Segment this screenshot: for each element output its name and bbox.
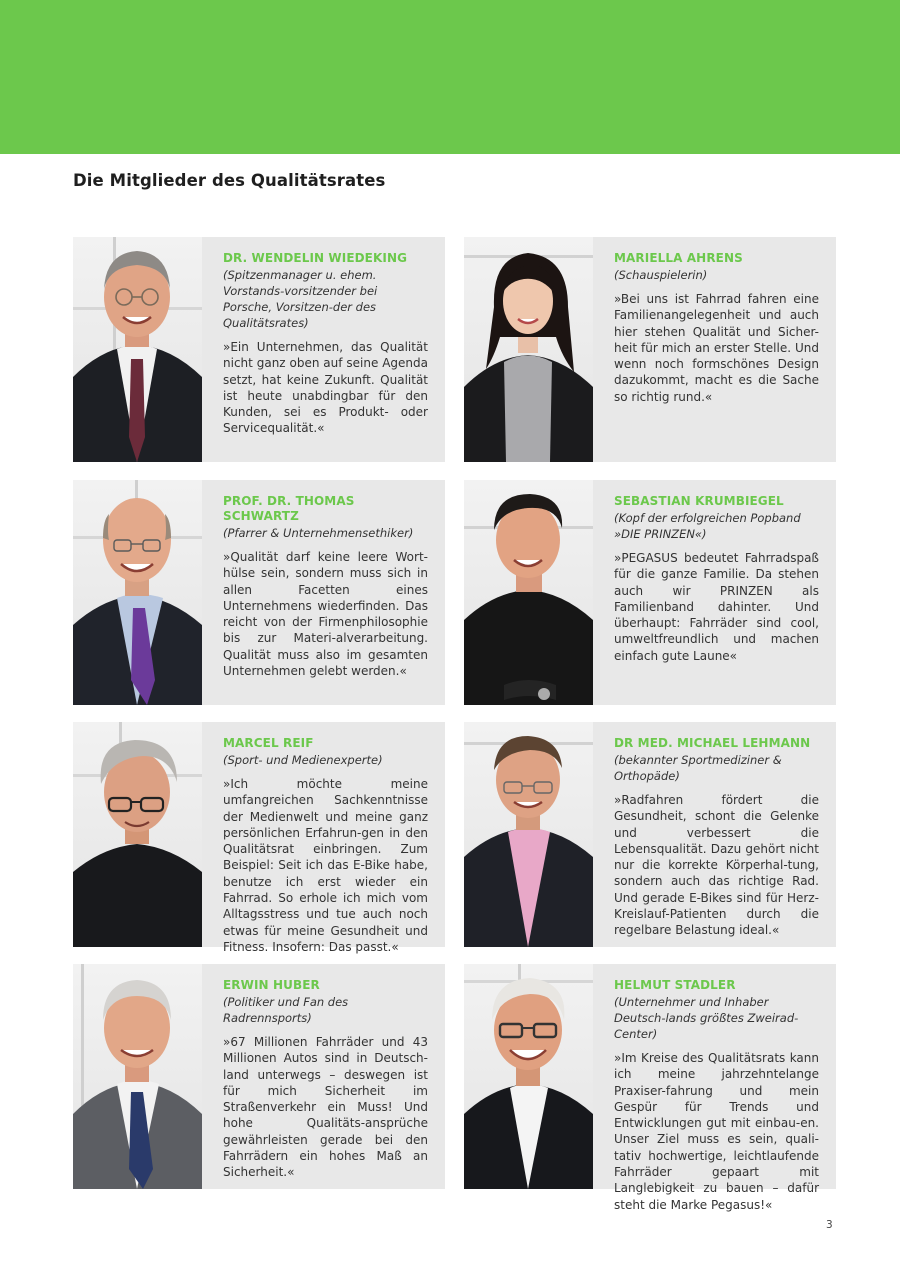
portrait-illustration [73, 237, 202, 462]
portrait-illustration [464, 722, 593, 947]
page-number: 3 [826, 1219, 833, 1231]
member-name: DR MED. MICHAEL LEHMANN [614, 736, 811, 750]
member-card-ahrens [464, 237, 836, 462]
portrait-photo [464, 237, 593, 462]
portrait-illustration [73, 480, 202, 705]
portrait-illustration [464, 480, 593, 705]
member-card-huber [73, 964, 445, 1189]
portrait-photo [73, 722, 202, 947]
member-quote: »Radfahren fördert die Gesundheit, schont die Gelenke und verbessert die Lebensqualität. Dazu gehört nicht nur die korrekte Körperhal-tung, sondern auch das richtige Rad. Und gerade E-Bikes sind für Herz-Kreislauf-Patienten durch die regelbare Belastung ideal.« [614, 793, 819, 938]
member-name: SEBASTIAN KRUMBIEGEL [614, 494, 784, 508]
portrait-photo [73, 964, 202, 1189]
member-role: (Kopf der erfolgreichen Popband »DIE PRINZEN«) [614, 511, 801, 541]
portrait-photo [464, 722, 593, 947]
member-name: MARIELLA AHRENS [614, 251, 743, 265]
portrait-photo [73, 237, 202, 462]
member-card-schwartz [73, 480, 445, 705]
member-card-wiedeking [73, 237, 445, 462]
member-role: (bekannter Sportmediziner & Orthopäde) [614, 753, 782, 783]
portrait-illustration [464, 964, 593, 1189]
member-role: (Politiker und Fan des Radrennsports) [223, 995, 349, 1025]
portrait-illustration [73, 722, 202, 947]
member-name: ERWIN HUBER [223, 978, 320, 992]
member-role: (Unternehmer und Inhaber Deutsch-lands größtes Zweirad-Center) [614, 995, 799, 1041]
member-role: (Spitzenmanager u. ehem. Vorstands-vorsitzender bei Porsche, Vorsitzen-der des Qualitätsrates) [223, 268, 378, 330]
member-role: (Pfarrer & Unternehmensethiker) [223, 526, 414, 540]
member-role: (Sport- und Medienexperte) [223, 753, 383, 767]
portrait-photo [73, 480, 202, 705]
member-name: HELMUT STADLER [614, 978, 736, 992]
member-card-krumbiegel [464, 480, 836, 705]
page-heading: Die Mitglieder des Qualitätsrates [73, 171, 386, 190]
member-role: (Schauspielerin) [614, 268, 708, 282]
member-name: DR. WENDELIN WIEDEKING [223, 251, 408, 265]
member-card-lehmann [464, 722, 836, 947]
member-name: MARCEL REIF [223, 736, 314, 750]
member-card-reif [73, 722, 445, 954]
member-quote: »Im Kreise des Qualitätsrats kann ich meine jahrzehntelange Praxiser-fahrung und mein Gespür für Trends und Entwicklungen gut mit einbau-en. Unser Ziel muss es sein, quali-tativ hochwertige, leichtlaufende Fahrräder gepaart mit Langlebigkeit zu bauen – dafür steht die Marke Pegasus!« [614, 1051, 819, 1212]
member-quote: »Ich möchte meine umfangreichen Sachkenntnisse der Medienwelt und meine ganz persönlichen Erfahrun-gen in den Qualitätsrat einbringen. Zum Beispiel: Seit ich das E-Bike habe, benutze ich erst wieder ein Fahrrad. So erhole ich mich vom Alltagsstress und tue auch noch etwas für meine Gesundheit und Fitness. Insofern: Das passt.« [223, 777, 428, 954]
member-card-stadler [464, 964, 836, 1212]
portrait-illustration [464, 237, 593, 462]
member-quote: »PEGASUS bedeutet Fahrradspaß für die ganze Familie. Da stehen auch wir PRINZEN als Familienband dahinter. Und überhaupt: Fahrräder sind cool, umweltfreundlich und machen einfach gute Laune« [614, 551, 819, 663]
member-quote: »Ein Unternehmen, das Qualität nicht ganz oben auf seine Agenda setzt, hat keine Zukunft. Qualität ist heute unabdingbar für den Kunden, sei es Produkt- oder Servicequalität.« [223, 340, 428, 436]
portrait-photo [464, 480, 593, 705]
member-quote: »Qualität darf keine leere Wort-hülse sein, sondern muss sich in allen Facetten eines Unternehmens wiederfinden. Das reicht von der Firmenphilosophie bis zur Materi-alverarbeitung. Qualität muss also im gesamten Unternehmen gelebt werden.« [223, 550, 428, 679]
member-name: PROF. DR. THOMAS SCHWARTZ [223, 494, 355, 523]
portrait-illustration [73, 964, 202, 1189]
member-quote: »67 Millionen Fahrräder und 43 Millionen Autos sind in Deutsch-land unterwegs – deswegen ist für mich Sicherheit im Straßenverkehr ein Muss! Und hohe Qualitäts-ansprüche gewährleisten gerade bei den Fahrrädern ein hohes Maß an Sicherheit.« [223, 1035, 428, 1180]
portrait-photo [464, 964, 593, 1189]
top-green-banner [0, 0, 900, 154]
member-quote: »Bei uns ist Fahrrad fahren eine Familienangelegenheit und auch hier stehen Qualität und Sicher-heit für mich an erster Stelle. Und wenn noch formschönes Design dazukommt, macht es die Sache so richtig rund.« [614, 292, 819, 404]
